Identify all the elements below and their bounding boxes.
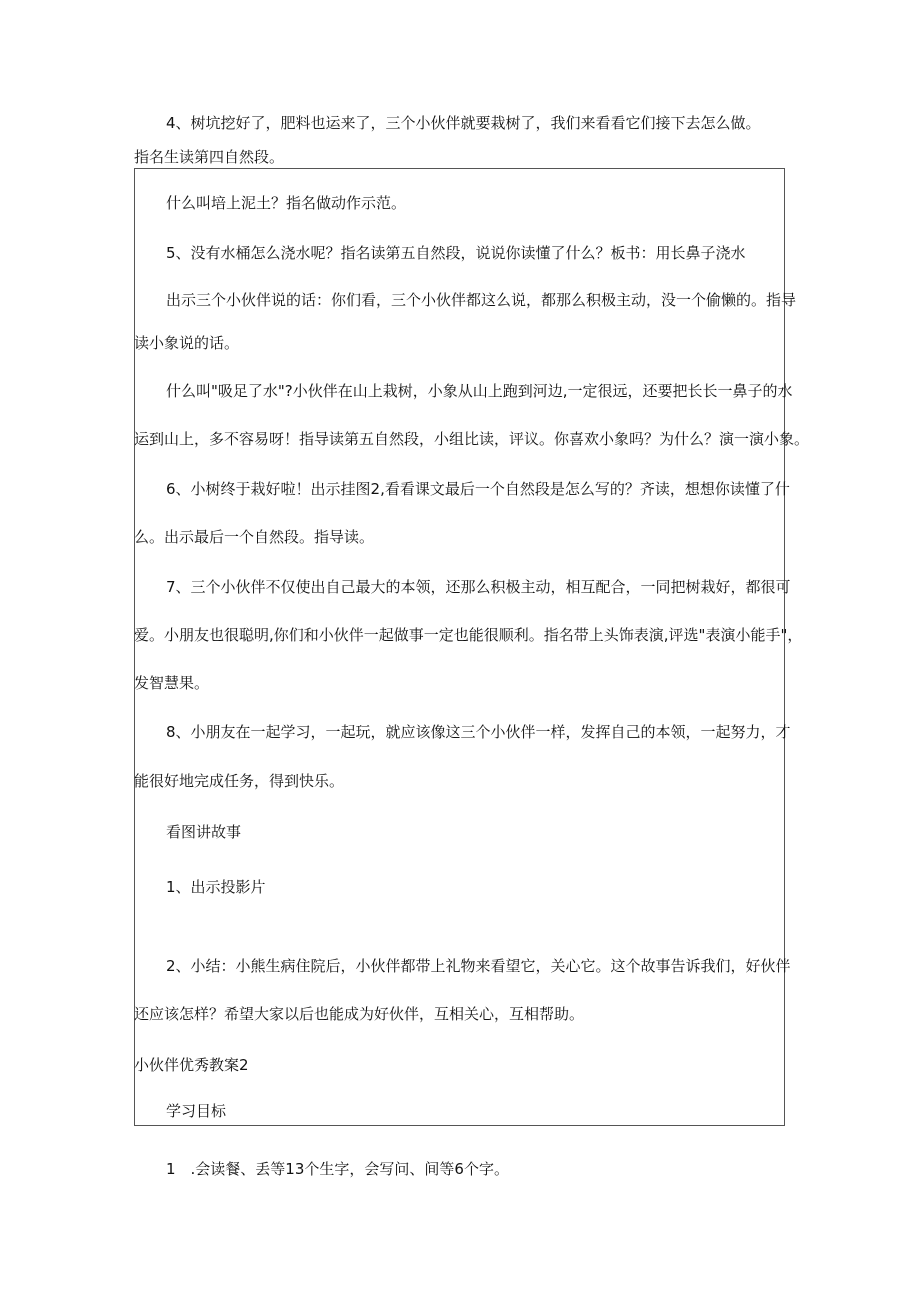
section-heading-story: 看图讲故事 bbox=[166, 823, 242, 841]
content-table-border bbox=[134, 168, 785, 1126]
paragraph-step-7-cont: 爱。小朋友也很聪明,你们和小伙伴一起做事一定也能很顺利。指名带上头饰表演,评选"表演小能手"， bbox=[134, 626, 803, 644]
paragraph-step-8: 8、小朋友在一起学习，一起玩，就应该像这三个小伙伴一样，发挥自己的本领，一起努力，才 bbox=[166, 723, 791, 741]
paragraph-peishang-nitu: 什么叫培上泥土？指名做动作示范。 bbox=[166, 194, 407, 212]
paragraph-projection: 1、出示投影片 bbox=[166, 878, 266, 896]
paragraph-step-6-cont: 么。出示最后一个自然段。指导读。 bbox=[134, 528, 375, 546]
paragraph-xizu-le-shui-cont: 运到山上，多不容易呀！指导读第五自然段，小组比读，评议。你喜欢小象吗？为什么？演一演小象。 bbox=[134, 430, 810, 448]
paragraph-show-words-cont: 读小象说的话。 bbox=[134, 334, 240, 352]
paragraph-show-words: 出示三个小伙伴说的话：你们看，三个小伙伴都这么说，都那么积极主动，没一个偷懒的。指导 bbox=[166, 291, 797, 309]
section-heading-goals: 学习目标 bbox=[166, 1102, 227, 1120]
paragraph-read-fourth: 指名生读第四自然段。 bbox=[134, 148, 285, 166]
lesson-plan-title: 小伙伴优秀教案2 bbox=[134, 1056, 249, 1074]
paragraph-step-5: 5、没有水桶怎么浇水呢？指名读第五自然段，说说你读懂了什么？板书：用长鼻子浇水 bbox=[166, 244, 746, 262]
paragraph-step-6: 6、小树终于栽好啦！出示挂图2,看看课文最后一个自然段是怎么写的？齐读，想想你读懂了什 bbox=[166, 480, 790, 498]
paragraph-step-8-cont: 能很好地完成任务，得到快乐。 bbox=[134, 772, 345, 790]
paragraph-summary: 2、小结：小熊生病住院后，小伙伴都带上礼物来看望它，关心它。这个故事告诉我们，好伙伴 bbox=[166, 957, 791, 975]
paragraph-step-4: 4、树坑挖好了，肥料也运来了，三个小伙伴就要栽树了，我们来看看它们接下去怎么做。 bbox=[166, 114, 761, 132]
paragraph-goal-1: 1 .会读餐、丢等13个生字，会写问、间等6个字。 bbox=[166, 1160, 509, 1178]
paragraph-step-7: 7、三个小伙伴不仅使出自己最大的本领，还那么积极主动，相互配合，一同把树栽好，都很可 bbox=[166, 578, 791, 596]
paragraph-xizu-le-shui: 什么叫"吸足了水"?小伙伴在山上栽树，小象从山上跑到河边,一定很远，还要把长长一鼻子的水 bbox=[166, 382, 793, 400]
paragraph-summary-cont: 还应该怎样？希望大家以后也能成为好伙伴，互相关心，互相帮助。 bbox=[134, 1005, 585, 1023]
paragraph-step-7-end: 发智慧果。 bbox=[134, 674, 210, 692]
